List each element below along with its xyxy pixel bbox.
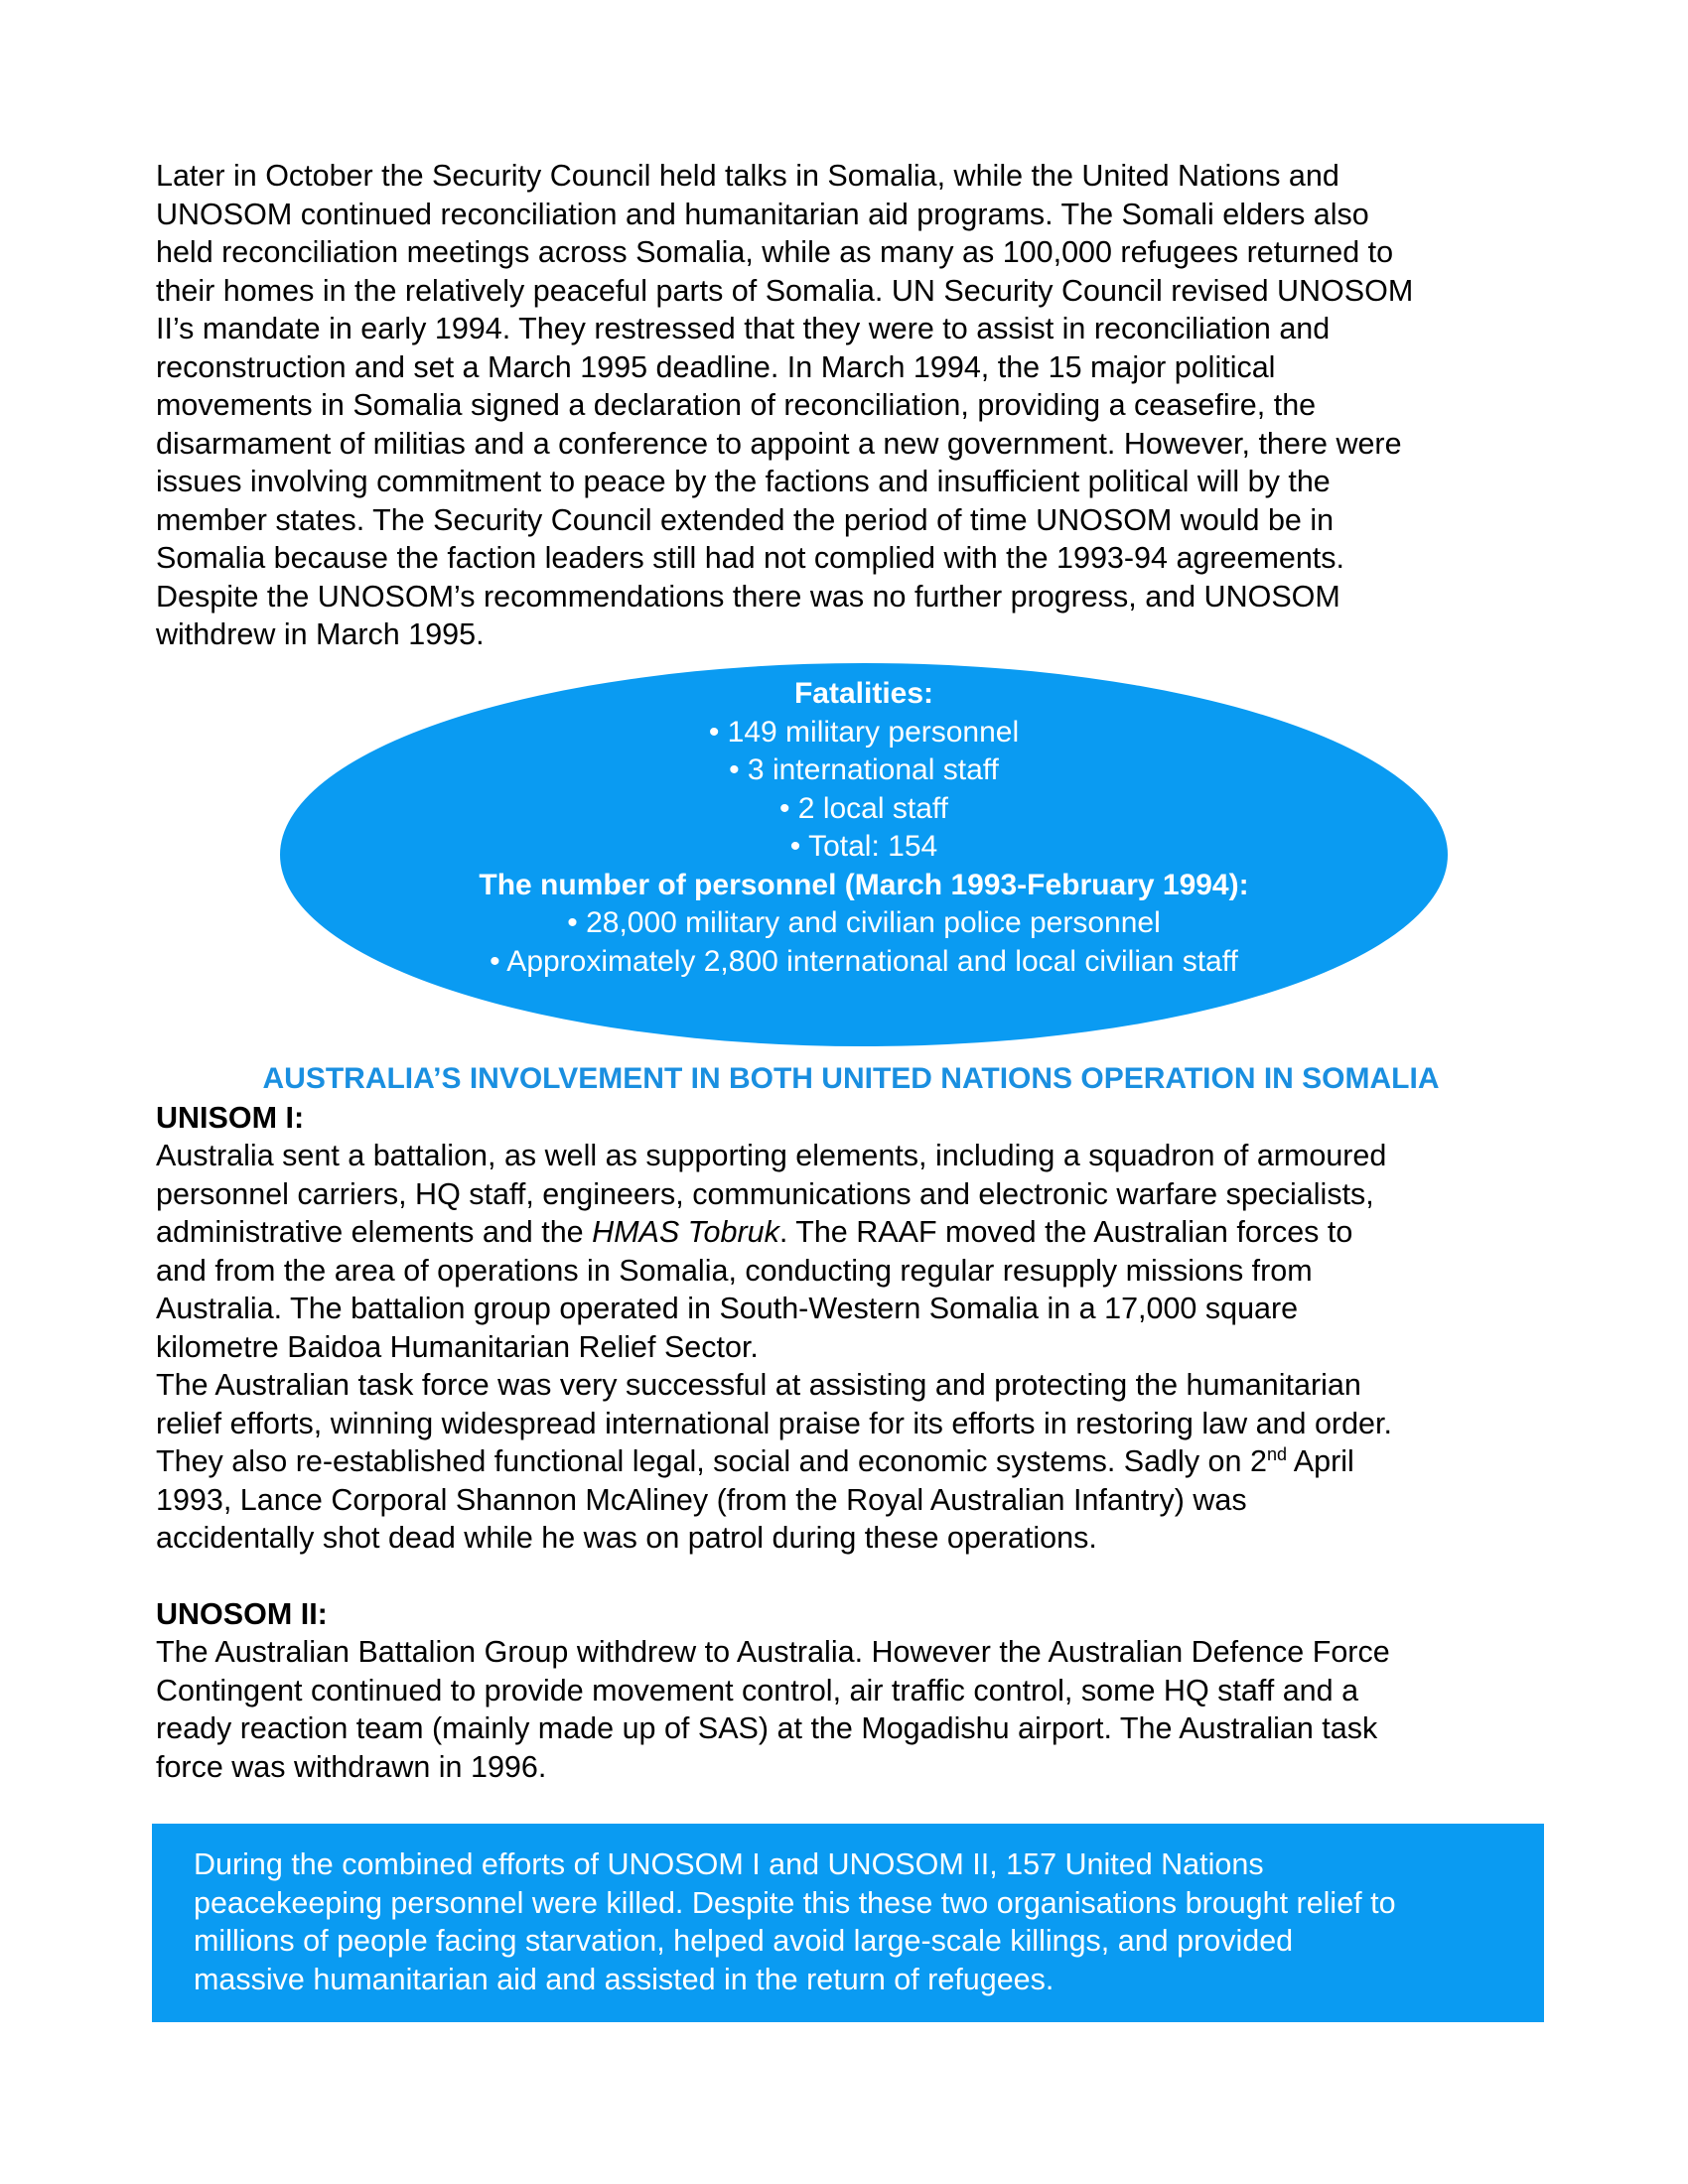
- text-line: and from the area of operations in Somalia, conducting regular resupply missions from: [156, 1253, 1313, 1288]
- ordinal-suffix: nd: [1266, 1443, 1287, 1464]
- text-line: The Australian task force was very successful at assisting and protecting the humanitarian: [156, 1368, 1361, 1402]
- personnel-item: • 28,000 military and civilian police personnel: [567, 906, 1161, 939]
- unisom-heading: UNISOM I:: [156, 1101, 305, 1135]
- text-line: movements in Somalia signed a declaration of reconciliation, providing a ceasefire, the: [156, 388, 1317, 422]
- text-line: personnel carriers, HQ staff, engineers, communications and electronic warfare specialists,: [156, 1176, 1374, 1211]
- text-line: II’s mandate in early 1994. They restressed that they were to assist in reconciliation and: [156, 312, 1331, 345]
- fatality-item: • 2 local staff: [778, 791, 949, 825]
- text-line: disarmament of militias and a conference to appoint a new government. However, there were: [156, 426, 1402, 461]
- text-line: their homes in the relatively peaceful parts of Somalia. UN Security Council revised UNOSOM: [156, 273, 1414, 308]
- unosom2-heading: UNOSOM II:: [156, 1597, 328, 1631]
- text-line: peacekeeping personnel were killed. Despite this these two organisations brought relief to: [194, 1885, 1396, 1920]
- text-line: Later in October the Security Council held talks in Somalia, while the United Nations and: [156, 159, 1339, 193]
- facts-ellipse-text: [280, 675, 1448, 981]
- text-line: ready reaction team (mainly made up of SAS) at the Mogadishu airport. The Australian task: [156, 1711, 1378, 1745]
- text-line: 1993, Lance Corporal Shannon McAliney (from the Royal Australian Infantry) was: [156, 1482, 1247, 1517]
- text-line: UNOSOM continued reconciliation and humanitarian aid programs. The Somali elders also: [156, 197, 1369, 231]
- ship-name: HMAS Tobruk: [592, 1215, 779, 1249]
- text-line: During the combined efforts of UNOSOM I and UNOSOM II, 157 United Nations: [194, 1847, 1264, 1881]
- fatality-item: • 149 military personnel: [708, 715, 1020, 749]
- unosom2-paragraph: [156, 1633, 1546, 1786]
- text-line: massive humanitarian aid and assisted in the return of refugees.: [194, 1962, 1055, 1996]
- text-line: Contingent continued to provide movement control, air traffic control, some HQ staff and a: [156, 1673, 1359, 1707]
- fatality-item: • Total: 154: [789, 830, 938, 863]
- text-segment: administrative elements and the: [156, 1215, 593, 1249]
- text-line: member states. The Security Council extended the period of time UNOSOM would be in: [156, 502, 1335, 537]
- intro-paragraph: [156, 157, 1546, 654]
- text-line: The Australian Battalion Group withdrew to Australia. However the Australian Defence Force: [156, 1635, 1390, 1669]
- text-line: Australia sent a battalion, as well as supporting elements, including a squadron of armoured: [156, 1139, 1387, 1172]
- summary-text: [194, 1845, 1524, 1998]
- text-line: force was withdrawn in 1996.: [156, 1749, 547, 1784]
- unisom-paragraph: [156, 1137, 1546, 1558]
- text-line: reconstruction and set a March 1995 deadline. In March 1994, the 15 major political: [156, 349, 1276, 384]
- text-line: Australia. The battalion group operated in South-Western Somalia in a 17,000 square: [156, 1292, 1299, 1325]
- text-line: [156, 1442, 1546, 1481]
- text-line: accidentally shot dead while he was on patrol during these operations.: [156, 1521, 1097, 1555]
- text-line: millions of people facing starvation, helped avoid large-scale killings, and provided: [194, 1924, 1294, 1958]
- australia-involvement-heading: AUSTRALIA’S INVOLVEMENT IN BOTH UNITED NATIONS OPERATION IN SOMALIA: [262, 1062, 1440, 1095]
- text-segment: . The RAAF moved the Australian forces to: [778, 1215, 1353, 1249]
- personnel-item: • Approximately 2,800 international and local civilian staff: [490, 944, 1238, 978]
- text-line: Despite the UNOSOM’s recommendations there was no further progress, and UNOSOM: [156, 579, 1340, 614]
- text-segment: They also re-established functional legal, social and economic systems. Sadly on 2: [156, 1444, 1267, 1478]
- text-line: kilometre Baidoa Humanitarian Relief Sector.: [156, 1329, 759, 1364]
- personnel-heading: The number of personnel (March 1993-February 1994):: [479, 868, 1249, 901]
- text-line: [156, 1213, 1546, 1252]
- text-line: relief efforts, winning widespread international praise for its efforts in restoring law and order.: [156, 1406, 1392, 1440]
- text-line: Somalia because the faction leaders still had not complied with the 1993-94 agreements.: [156, 541, 1344, 575]
- summary-box: [152, 1824, 1544, 2022]
- text-line: held reconciliation meetings across Somalia, while as many as 100,000 refugees returned to: [156, 235, 1394, 269]
- text-line: issues involving commitment to peace by the factions and insufficient political will by the: [156, 465, 1331, 498]
- text-line: withdrew in March 1995.: [156, 617, 485, 651]
- text-segment: April: [1286, 1444, 1354, 1478]
- fatalities-heading: Fatalities:: [793, 677, 934, 710]
- fatality-item: • 3 international staff: [729, 753, 999, 786]
